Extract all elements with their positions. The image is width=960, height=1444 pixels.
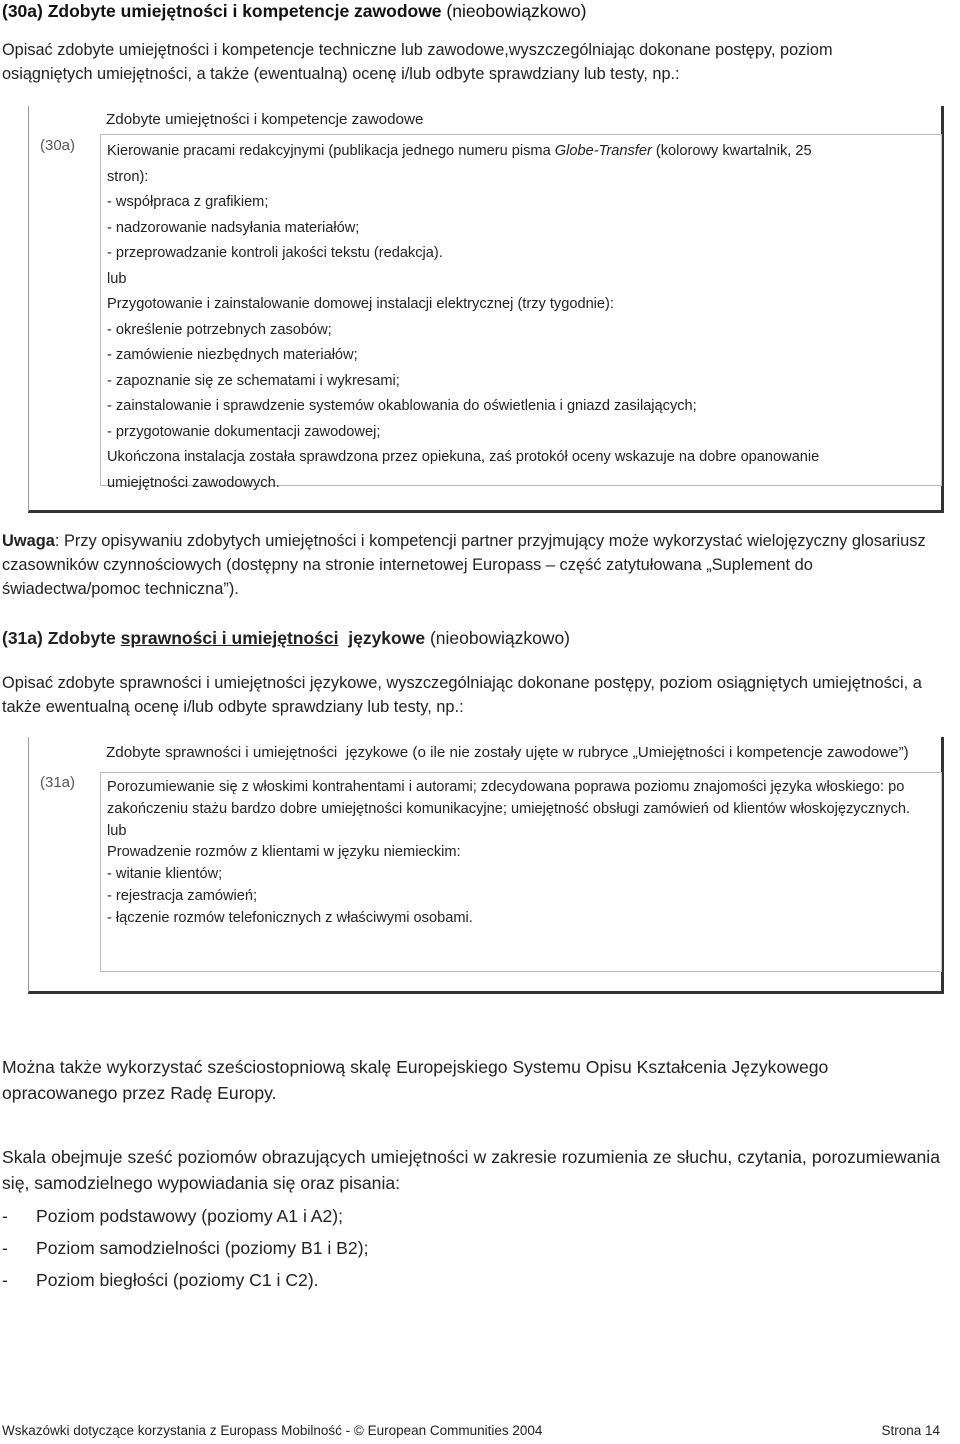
box-31a-content (100, 772, 942, 972)
list-dash: - (2, 1238, 8, 1258)
box-30a-line-2: stron): (107, 168, 149, 185)
box-31a-title: Zdobyte sprawności i umiejętności językowe (o ile nie zostały ujęte w rubryce „Umiejętności i kompetencje zawodowe”) (106, 744, 909, 761)
levels-list (2, 1200, 368, 1296)
box-30a-line-9: - zamówienie niezbędnych materiałów; (107, 347, 358, 363)
section-30a-heading (2, 1, 586, 22)
box-30a-line-7: Przygotowanie i zainstalowanie domowej instalacji elektrycznej (trzy tygodnie): (107, 296, 614, 312)
scale-paragraph: Skala obejmuje sześć poziomów obrazujących umiejętności w zakresie rozumienia ze słuchu, czytania, porozumiewania się, samodzielnego wypowiadania się oraz pisania: (2, 1147, 940, 1193)
section-30a-heading-suffix: (nieobowiązkowo) (441, 1, 587, 21)
box-31a-line-d: - łączenie rozmów telefonicznych z właściwymi osobami. (107, 909, 473, 926)
box-30a-line-10: - zapoznanie się ze schematami i wykresami; (107, 372, 400, 389)
box-30a-title: Zdobyte umiejętności i kompetencje zawodowe (106, 111, 424, 128)
footer-text: Wskazówki dotyczące korzystania z Europass Mobilność - © European Communities 2004 (2, 1423, 543, 1438)
note-text: : Przy opisywaniu zdobytych umiejętności i kompetencji partner przyjmujący może wykorzystać wielojęzyczny glosariusz czasowników czynnościowych (dostępny na stronie internetowej Europass – część zatytułowana „Suplement do świadectwa/pomoc techniczna”). (2, 532, 926, 598)
box-30a-line-13: Ukończona instalacja została sprawdzona przez opiekuna, zaś protokół oceny wskazuje na dobre opanowanie (107, 449, 820, 465)
list-item (2, 1232, 368, 1264)
box-31a-line-b: - witanie klientów; (107, 866, 223, 883)
box-31a-line-c: - rejestracja zamówień; (107, 887, 258, 904)
box-31a-text-1: Porozumiewanie się z włoskimi kontrahentami i autorami; zdecydowana poprawa poziomu znajomości języka włoskiego: po zakończeniu stażu bardzo dobre umiejętności komunikacyjne; umiejętność obsługi zamówień od klientów włoskojęzycznych. (107, 779, 911, 817)
box-30a-line-1-italic: Globe-Transfer (554, 143, 652, 159)
note-paragraph (2, 529, 937, 601)
box-30a-line-8: - określenie potrzebnych zasobów; (107, 321, 332, 338)
list-dash: - (2, 1206, 8, 1226)
cefr-paragraph: Można także wykorzystać sześciostopniową skalę Europejskiego Systemu Opisu Kształcenia Językowego opracowanego przez Radę Europy. (2, 1057, 829, 1103)
box-31a-label: (31a) (40, 774, 76, 791)
box-30a-line-1-post: (kolorowy kwartalnik, 25 (651, 143, 812, 159)
box-30a-line-1 (107, 139, 935, 165)
page-number: Strona 14 (881, 1423, 940, 1438)
box-30a-line-11: - zainstalowanie i sprawdzenie systemów okablowania do oświetlenia i gniazd zasilających; (107, 398, 697, 414)
section-30a-intro-line-1: Opisać zdobyte umiejętności i kompetencje techniczne lub zawodowe,wyszczególniając dokonane postępy, poziom (2, 41, 833, 59)
section-31a-heading-suffix: (nieobowiązkowo) (425, 628, 571, 648)
section-30a-intro (2, 38, 932, 86)
level-proficient: Poziom biegłości (poziomy C1 i C2). (36, 1270, 319, 1290)
box-30a-line-12: - przygotowanie dokumentacji zawodowej; (107, 423, 381, 440)
box-30a-line-3: - współpraca z grafikiem; (107, 194, 269, 210)
section-31a-heading (2, 628, 570, 649)
box-30a-line-1-pre: Kierowanie pracami redakcyjnymi (publikacja jednego numeru pisma (107, 143, 555, 159)
box-30a-line-6: lub (107, 270, 127, 287)
section-31a-heading-bold-a: (31a) Zdobyte (2, 628, 121, 648)
level-independent: Poziom samodzielności (poziomy B1 i B2); (36, 1238, 369, 1258)
section-31a-heading-bold-b: sprawności i umiejętności (120, 628, 339, 648)
section-31a-heading-bold-c: językowe (338, 628, 426, 648)
section-31a-intro: Opisać zdobyte sprawności i umiejętności językowe, wyszczególniając dokonane postępy, poziom osiągniętych umiejętności, a także ewentualną ocenę i/lub odbyte sprawdziany lub testy, np.: (2, 674, 922, 716)
list-item (2, 1264, 368, 1296)
box-30a-line-5: - przeprowadzanie kontroli jakości tekstu (redakcja). (107, 245, 443, 261)
list-dash: - (2, 1270, 8, 1290)
note-label: Uwaga (2, 532, 55, 550)
box-31a-line-a: Prowadzenie rozmów z klientami w języku niemieckim: (107, 844, 461, 861)
section-30a-intro-line-2: osiągniętych umiejętności, a także (ewentualną) ocenę i/lub odbyte sprawdziany lub testy, np.: (2, 65, 680, 83)
box-30a-line-14: umiejętności zawodowych. (107, 474, 280, 491)
box-30a-line-4: - nadzorowanie nadsyłania materiałów; (107, 219, 360, 236)
box-30a-label: (30a) (40, 137, 76, 154)
box-30a-content (100, 134, 942, 491)
level-basic: Poziom podstawowy (poziomy A1 i A2); (36, 1206, 344, 1226)
section-30a-heading-bold: (30a) Zdobyte umiejętności i kompetencje zawodowe (2, 1, 442, 21)
box-31a-line-lub: lub (107, 822, 127, 839)
list-item (2, 1200, 368, 1232)
